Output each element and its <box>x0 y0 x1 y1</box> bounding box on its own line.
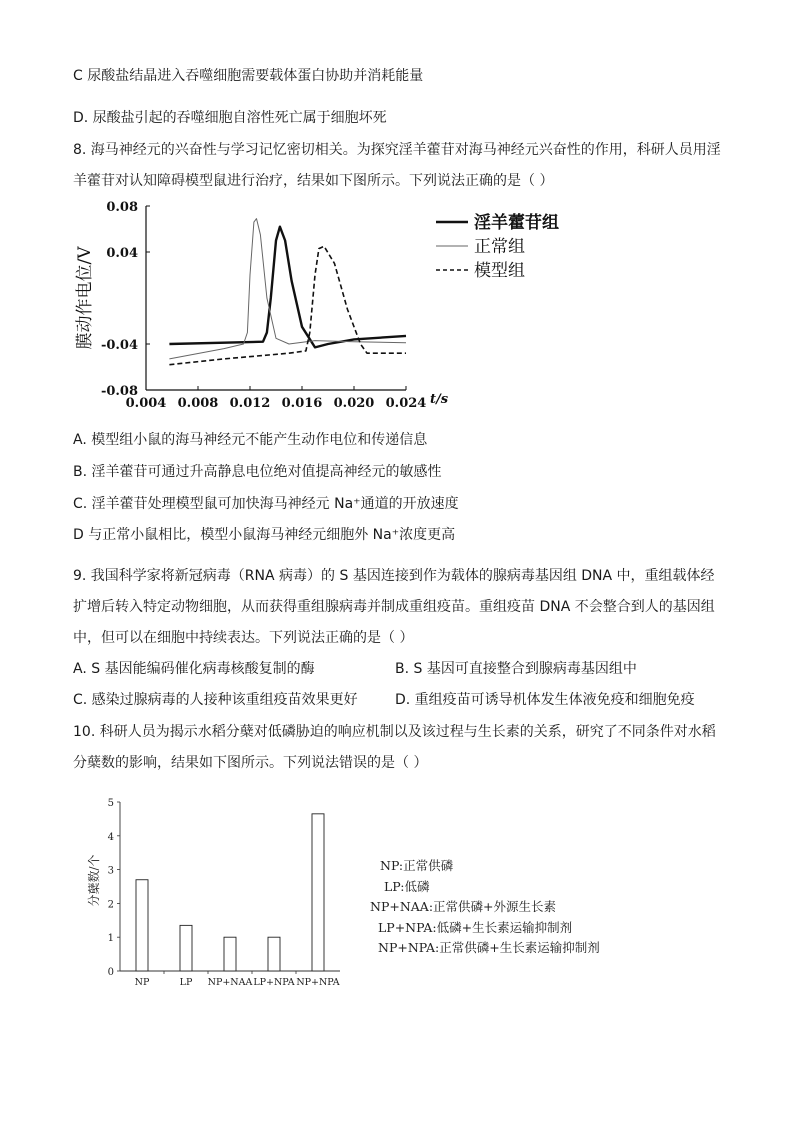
q8-stem-line-1: 8. 海马神经元的兴奋性与学习记忆密切相关。为探究淫羊藿苷对海马神经元兴奋性的作用，科研人员用淫 <box>73 142 721 158</box>
q8-option-d: D 与正常小鼠相比，模型小鼠海马神经元细胞外 Na⁺浓度更高 <box>73 527 456 543</box>
y-tick-label: 1 <box>107 933 114 945</box>
y-axis-label: 分蘖数/个 <box>87 854 101 907</box>
q10-stem-line-1: 10. 科研人员为揭示水稻分蘖对低磷胁迫的响应机制以及该过程与生长素的关系，研究了不同条件对水稻 <box>73 724 716 740</box>
bar-chart-legend <box>370 856 600 959</box>
q7-option-c: C 尿酸盐结晶进入吞噬细胞需要载体蛋白协助并消耗能量 <box>73 68 424 84</box>
series-line-1 <box>169 227 406 348</box>
q9-stem-line-2: 扩增后转入特定动物细胞，从而获得重组腺病毒并制成重组疫苗。重组疫苗 DNA 不会整合到人的基因组 <box>73 599 715 615</box>
y-axis-label: 膜动作电位/V <box>75 246 95 350</box>
y-tick-label: 0.08 <box>106 200 138 215</box>
x-tick-label: 0.012 <box>229 396 271 411</box>
x-tick-label: 0.024 <box>385 396 427 411</box>
x-tick-label: LP+NPA <box>253 977 295 988</box>
q9-option-a: A. S 基因能编码催化病毒核酸复制的酶 <box>73 661 315 677</box>
x-tick-label: NP+NAA <box>207 977 253 988</box>
bar-np-npa <box>312 814 324 971</box>
x-tick-label: 0.016 <box>281 396 323 411</box>
bar-lp <box>180 925 192 971</box>
bar-np <box>136 880 148 971</box>
y-tick-label: 2 <box>107 899 114 911</box>
q9-stem-line-1: 9. 我国科学家将新冠病毒（RNA 病毒）的 S 基因连接到作为载体的腺病毒基因组 DNA 中，重组载体经 <box>73 568 715 584</box>
y-tick-label: 5 <box>107 798 114 809</box>
x-tick-label: NP+NPA <box>296 977 340 988</box>
action-potential-chart <box>64 198 584 416</box>
y-tick-label: 0.04 <box>106 246 138 261</box>
bar-lp-npa <box>268 937 280 971</box>
legend-np: NP:正常供磷 <box>380 858 454 873</box>
bar-np-naa <box>224 937 236 971</box>
legend-label-3: 模型组 <box>474 261 525 281</box>
legend-label-1: 淫羊藿苷组 <box>474 213 559 233</box>
q9-option-d: D. 重组疫苗可诱导机体发生体液免疫和细胞免疫 <box>395 692 695 708</box>
legend-label-2: 正常组 <box>474 237 525 257</box>
legend-np-naa: NP+NAA:正常供磷+外源生长素 <box>370 899 556 914</box>
q9-stem-line-3: 中，但可以在细胞中持续表达。下列说法正确的是（ ） <box>73 630 414 646</box>
y-tick-label: 3 <box>107 865 114 877</box>
y-tick-label: 0 <box>107 967 114 978</box>
q8-option-a: A. 模型组小鼠的海马神经元不能产生动作电位和传递信息 <box>73 432 428 448</box>
x-tick-label: NP <box>134 977 150 988</box>
y-tick-label: -0.08 <box>100 384 138 399</box>
q8-option-c: C. 淫羊藿苷处理模型鼠可加快海马神经元 Na⁺通道的开放速度 <box>73 496 459 512</box>
x-tick-label: LP <box>179 977 193 988</box>
q8-option-b: B. 淫羊藿苷可通过升高静息电位绝对值提高神经元的敏感性 <box>73 464 442 480</box>
x-tick-label: 0.020 <box>333 396 375 411</box>
legend-lp-npa: LP+NPA:低磷+生长素运输抑制剂 <box>378 919 573 935</box>
q7-option-d: D. 尿酸盐引起的吞噬细胞自溶性死亡属于细胞坏死 <box>73 110 387 126</box>
legend-lp: LP:低磷 <box>384 878 430 894</box>
y-tick-label: 4 <box>107 831 114 843</box>
q10-stem-line-2: 分蘖数的影响，结果如下图所示。下列说法错误的是（ ） <box>73 755 428 771</box>
x-axis-label: t/s <box>430 392 449 407</box>
tiller-number-bar-chart <box>86 792 348 992</box>
q9-option-b: B. S 基因可直接整合到腺病毒基因组中 <box>395 661 637 677</box>
x-tick-label: 0.004 <box>125 396 167 411</box>
x-tick-label: 0.008 <box>177 396 219 411</box>
q9-option-c: C. 感染过腺病毒的人接种该重组疫苗效果更好 <box>73 692 358 708</box>
y-tick-label: -0.04 <box>100 338 138 353</box>
q8-stem-line-2: 羊藿苷对认知障碍模型鼠进行治疗，结果如下图所示。下列说法正确的是（ ） <box>73 173 554 189</box>
legend-np-npa: NP+NPA:正常供磷+生长素运输抑制剂 <box>378 940 600 955</box>
